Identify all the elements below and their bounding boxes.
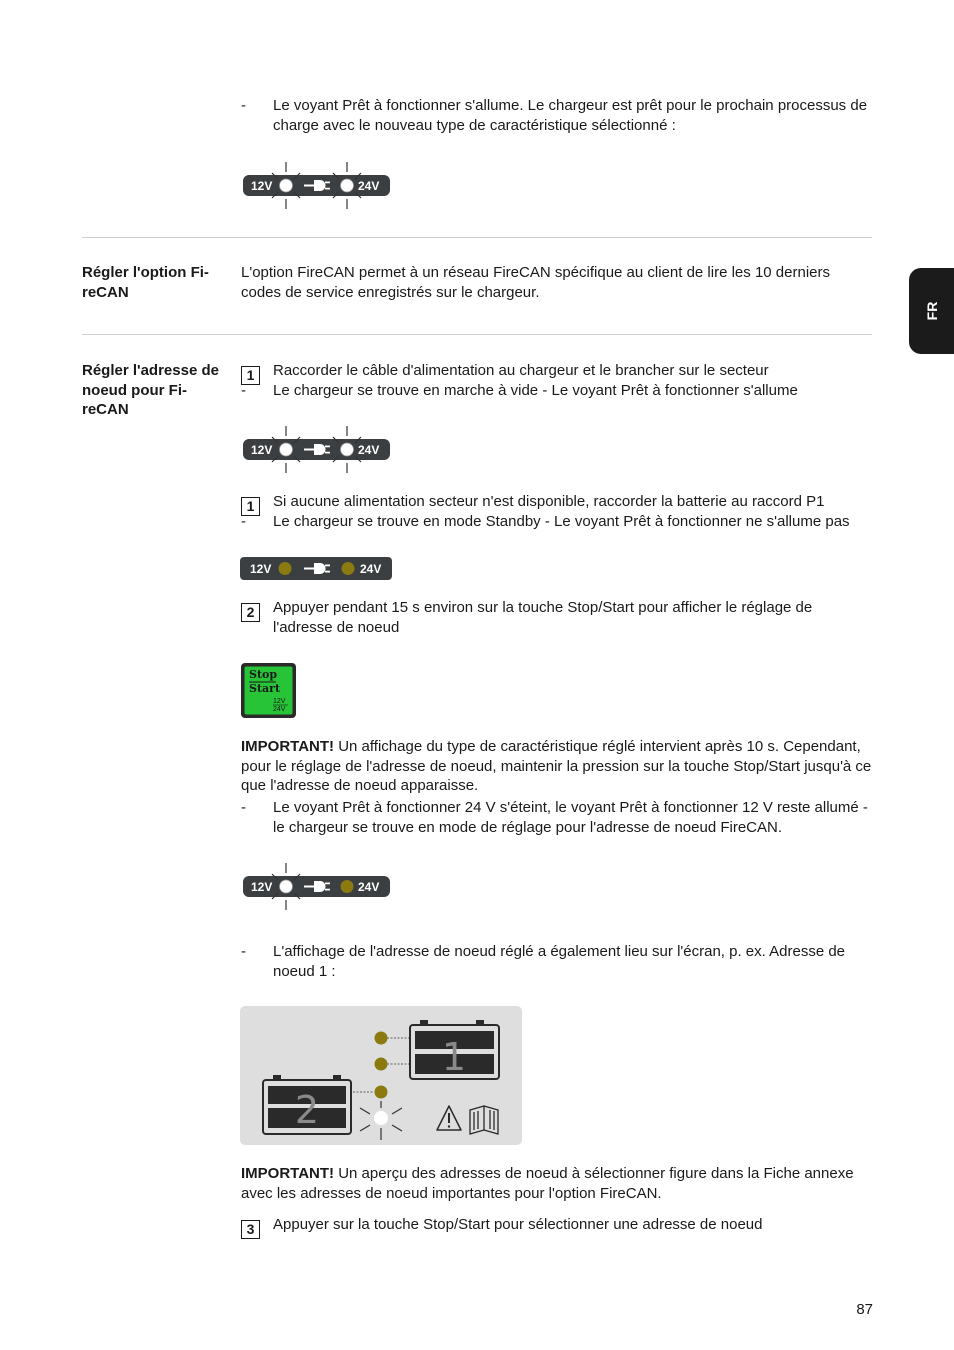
led-24v-off [341,880,354,893]
step-number-box: 1 [241,366,260,385]
important-note-2 [241,1164,873,1203]
important-text: Un aperçu des adresses de noeud à sélectionner figure dans la Fiche annexe avec les adresses de noeud importantes pour l'option FireCAN. [241,1165,854,1202]
step-number-box: 3 [241,1220,260,1239]
led-label-24v: 24V [358,443,380,457]
important-text: Un affichage du type de caractéristique réglé intervient après 10 s. Cependant, pour le réglage de l'adresse de noeud, maintenir la pression sur la touche Stop/Start jusqu'à ce que l'adresse de noeud apparaisse. [241,738,872,794]
stop-start-button[interactable] [240,662,298,724]
firecan-text: L'option FireCAN permet à un réseau FireCAN spécifique au client de lire les 10 derniers codes de service enregistrés sur le chargeur. [241,264,830,301]
divider [82,237,872,238]
bullet-dash: - [241,943,246,960]
bullet-display-text: L'affichage de l'adresse de noeud réglé a également lieu sur l'écran, p. ex. Adresse de noeud 1 : [273,943,846,980]
step1b-text: Si aucune alimentation secteur n'est disponible, raccorder la batterie au raccord P1 [273,493,825,510]
important-label: IMPORTANT! [241,1165,335,1182]
display-panel [240,1006,522,1150]
status-led [375,1058,388,1071]
language-tab-label: FR [923,301,940,321]
bullet-leds-text: Le voyant Prêt à fonctionner 24 V s'éteint, le voyant Prêt à fonctionner 12 V reste allumé - le chargeur se trouve en mode de réglage pour l'adresse de noeud FireCAN. [273,799,868,836]
step2-text: Appuyer pendant 15 s environ sur la touche Stop/Start pour afficher le réglage de l'adresse de noeud [273,599,813,636]
intro-text: Le voyant Prêt à fonctionner s'allume. Le chargeur est prêt pour le prochain processus de charge avec le nouveau type de caractéristique sélectionné : [273,97,868,134]
node-heading: Régler l'adresse de noeud pour Fi-reCAN [82,362,219,418]
step1a-sub: Le chargeur se trouve en marche à vide - Le voyant Prêt à fonctionner s'allume [273,382,798,399]
led-label-24v: 24V [358,880,380,894]
small-digit: 2 [294,1088,320,1132]
button-24v: 24V [273,706,286,713]
led-label-12v: 12V [251,443,273,457]
led-24v-off [342,562,355,575]
start-label: Start [249,682,281,695]
intro-dash: - [241,97,246,114]
led-panel-12v-lit [238,861,398,917]
led-12v-on [280,179,293,192]
led-panel-off [238,553,398,589]
status-led [375,1032,388,1045]
led-12v-on [280,880,293,893]
led-24v-on [341,179,354,192]
step1b-dash: - [241,513,246,530]
page-number: 87 [856,1301,873,1318]
led-24v-on [341,443,354,456]
stop-label: Stop [249,668,278,681]
led-12v-off [279,562,292,575]
bullet-dash: - [241,799,246,816]
led-12v-on [280,443,293,456]
step-number-box: 1 [241,497,260,516]
firecan-heading: Régler l'option Fi-reCAN [82,264,209,301]
led-panel-both-lit [238,160,398,216]
divider [82,334,872,335]
led-label-24v: 24V [358,179,380,193]
step1a-text: Raccorder le câble d'alimentation au chargeur et le brancher sur le secteur [273,362,769,379]
step-number-box: 2 [241,603,260,622]
led-label-12v: 12V [250,562,272,576]
led-label-12v: 12V [251,880,273,894]
button-12v: 12V [273,698,286,705]
step3-text: Appuyer sur la touche Stop/Start pour sélectionner une adresse de noeud [273,1216,763,1233]
status-led [375,1086,388,1099]
big-digit: 1 [441,1035,467,1079]
language-tab[interactable] [909,268,954,354]
step1a-dash: - [241,382,246,399]
led-label-12v: 12V [251,179,273,193]
step1b-sub: Le chargeur se trouve en mode Standby - Le voyant Prêt à fonctionner ne s'allume pas [273,513,850,530]
blinking-led [374,1111,388,1125]
important-note-1 [241,737,873,796]
led-label-24v: 24V [360,562,382,576]
important-label: IMPORTANT! [241,738,335,755]
led-panel-both-lit [238,424,398,480]
